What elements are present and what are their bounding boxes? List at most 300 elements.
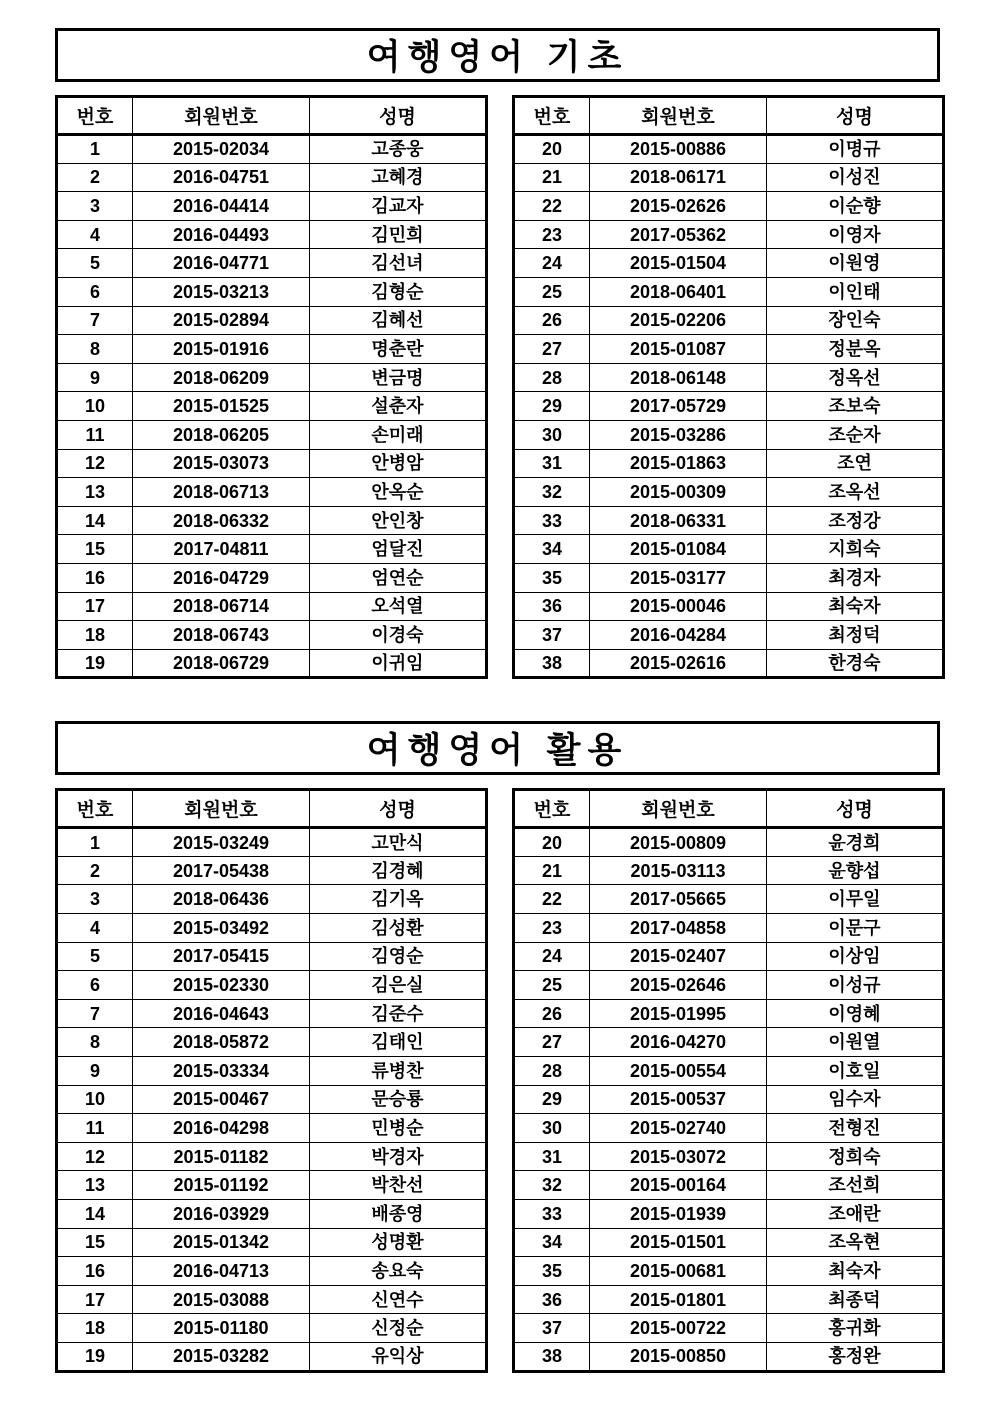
table-row <box>514 828 944 857</box>
column-header-name: 성명 <box>310 97 487 135</box>
name-cell: 임수자 <box>767 1085 944 1114</box>
name-cell: 신연수 <box>310 1285 487 1314</box>
name-cell: 조옥선 <box>767 478 944 507</box>
row-number-cell: 5 <box>57 942 133 971</box>
name-cell: 김영순 <box>310 942 487 971</box>
table-row <box>514 1057 944 1086</box>
row-number-cell: 20 <box>514 135 590 164</box>
name-cell: 조정강 <box>767 506 944 535</box>
name-cell: 민병순 <box>310 1114 487 1143</box>
row-number-cell: 32 <box>514 478 590 507</box>
table-row <box>57 335 487 364</box>
member-id-cell: 2015-01939 <box>590 1200 767 1229</box>
column-header-name: 성명 <box>767 790 944 828</box>
column-header-name: 성명 <box>310 790 487 828</box>
member-id-cell: 2015-01342 <box>133 1228 310 1257</box>
name-cell: 최종덕 <box>767 1285 944 1314</box>
name-cell: 이명규 <box>767 135 944 164</box>
member-id-cell: 2018-06209 <box>133 363 310 392</box>
row-number-cell: 29 <box>514 392 590 421</box>
name-cell: 안인창 <box>310 506 487 535</box>
row-number-cell: 27 <box>514 1028 590 1057</box>
table-row <box>514 449 944 478</box>
row-number-cell: 1 <box>57 828 133 857</box>
row-number-cell: 15 <box>57 1228 133 1257</box>
name-cell: 김선녀 <box>310 249 487 278</box>
header-row <box>57 790 487 828</box>
name-cell: 김혜선 <box>310 306 487 335</box>
table-row <box>57 363 487 392</box>
header-row <box>514 97 944 135</box>
member-id-cell: 2016-04729 <box>133 563 310 592</box>
table-row <box>514 363 944 392</box>
roster-table-right <box>512 788 945 1372</box>
member-id-cell: 2015-01087 <box>590 335 767 364</box>
name-cell: 엄달진 <box>310 535 487 564</box>
member-id-cell: 2018-06713 <box>133 478 310 507</box>
row-number-cell: 34 <box>514 535 590 564</box>
member-id-cell: 2015-03492 <box>133 914 310 943</box>
member-id-cell: 2015-02330 <box>133 971 310 1000</box>
row-number-cell: 17 <box>57 592 133 621</box>
table-row <box>57 506 487 535</box>
row-number-cell: 10 <box>57 392 133 421</box>
table-row <box>514 163 944 192</box>
member-id-cell: 2015-00309 <box>590 478 767 507</box>
name-cell: 윤경희 <box>767 828 944 857</box>
table-row <box>514 220 944 249</box>
name-cell: 김은실 <box>310 971 487 1000</box>
row-number-cell: 11 <box>57 420 133 449</box>
table-row <box>57 621 487 650</box>
row-number-cell: 13 <box>57 1171 133 1200</box>
member-id-cell: 2016-04643 <box>133 999 310 1028</box>
name-cell: 오석열 <box>310 592 487 621</box>
header-row <box>57 97 487 135</box>
table-row <box>514 914 944 943</box>
row-number-cell: 35 <box>514 1257 590 1286</box>
table-row <box>514 249 944 278</box>
name-cell: 송요숙 <box>310 1257 487 1286</box>
row-number-cell: 10 <box>57 1085 133 1114</box>
name-cell: 문승룡 <box>310 1085 487 1114</box>
member-id-cell: 2016-04414 <box>133 192 310 221</box>
name-cell: 이영자 <box>767 220 944 249</box>
member-id-cell: 2015-03088 <box>133 1285 310 1314</box>
table-row <box>57 1028 487 1057</box>
row-number-cell: 22 <box>514 885 590 914</box>
name-cell: 배종영 <box>310 1200 487 1229</box>
section-advanced <box>55 721 940 1372</box>
table-row <box>514 999 944 1028</box>
member-id-cell: 2015-03073 <box>133 449 310 478</box>
member-id-cell: 2016-04270 <box>590 1028 767 1057</box>
row-number-cell: 26 <box>514 306 590 335</box>
name-cell: 이영혜 <box>767 999 944 1028</box>
member-id-cell: 2017-05438 <box>133 856 310 885</box>
table-row <box>57 856 487 885</box>
table-row <box>57 1257 487 1286</box>
member-id-cell: 2017-05362 <box>590 220 767 249</box>
table-row <box>514 971 944 1000</box>
member-id-cell: 2016-04284 <box>590 621 767 650</box>
roster-tables <box>55 95 940 679</box>
table-row <box>514 478 944 507</box>
name-cell: 정희숙 <box>767 1142 944 1171</box>
member-id-cell: 2015-01801 <box>590 1285 767 1314</box>
name-cell: 김준수 <box>310 999 487 1028</box>
name-cell: 정분옥 <box>767 335 944 364</box>
name-cell: 손미래 <box>310 420 487 449</box>
name-cell: 이상임 <box>767 942 944 971</box>
name-cell: 이경숙 <box>310 621 487 650</box>
name-cell: 장인숙 <box>767 306 944 335</box>
member-id-cell: 2018-06331 <box>590 506 767 535</box>
section-title: 여행영어 기초 <box>55 28 940 82</box>
row-number-cell: 30 <box>514 420 590 449</box>
row-number-cell: 32 <box>514 1171 590 1200</box>
row-number-cell: 3 <box>57 885 133 914</box>
row-number-cell: 36 <box>514 592 590 621</box>
table-row <box>514 1285 944 1314</box>
table-row <box>514 306 944 335</box>
table-row <box>57 914 487 943</box>
row-number-cell: 9 <box>57 363 133 392</box>
member-id-cell: 2016-03929 <box>133 1200 310 1229</box>
column-header-number: 번호 <box>514 97 590 135</box>
member-id-cell: 2015-00886 <box>590 135 767 164</box>
table-row <box>57 1085 487 1114</box>
name-cell: 이문구 <box>767 914 944 943</box>
name-cell: 조연 <box>767 449 944 478</box>
table-row <box>57 649 487 678</box>
name-cell: 최숙자 <box>767 592 944 621</box>
table-row <box>514 885 944 914</box>
column-header-name: 성명 <box>767 97 944 135</box>
table-row <box>57 1142 487 1171</box>
column-header-number: 번호 <box>514 790 590 828</box>
table-row <box>514 1028 944 1057</box>
row-number-cell: 18 <box>57 1314 133 1343</box>
row-number-cell: 31 <box>514 449 590 478</box>
name-cell: 지희숙 <box>767 535 944 564</box>
name-cell: 이성규 <box>767 971 944 1000</box>
name-cell: 류병찬 <box>310 1057 487 1086</box>
name-cell: 성명환 <box>310 1228 487 1257</box>
table-row <box>57 971 487 1000</box>
name-cell: 이무일 <box>767 885 944 914</box>
row-number-cell: 17 <box>57 1285 133 1314</box>
name-cell: 이호일 <box>767 1057 944 1086</box>
table-row <box>57 999 487 1028</box>
table-row <box>57 306 487 335</box>
row-number-cell: 16 <box>57 1257 133 1286</box>
name-cell: 홍정완 <box>767 1342 944 1371</box>
table-row <box>57 249 487 278</box>
name-cell: 최숙자 <box>767 1257 944 1286</box>
table-row <box>57 192 487 221</box>
row-number-cell: 6 <box>57 277 133 306</box>
row-number-cell: 21 <box>514 163 590 192</box>
member-id-cell: 2018-06148 <box>590 363 767 392</box>
member-id-cell: 2017-04811 <box>133 535 310 564</box>
member-id-cell: 2016-04771 <box>133 249 310 278</box>
section-basic <box>55 28 940 679</box>
row-number-cell: 30 <box>514 1114 590 1143</box>
name-cell: 설춘자 <box>310 392 487 421</box>
table-row <box>514 392 944 421</box>
table-row <box>514 506 944 535</box>
table-row <box>57 563 487 592</box>
name-cell: 조보숙 <box>767 392 944 421</box>
member-id-cell: 2015-03113 <box>590 856 767 885</box>
row-number-cell: 4 <box>57 220 133 249</box>
member-id-cell: 2015-00850 <box>590 1342 767 1371</box>
name-cell: 조순자 <box>767 420 944 449</box>
name-cell: 김성환 <box>310 914 487 943</box>
row-number-cell: 15 <box>57 535 133 564</box>
member-id-cell: 2015-00046 <box>590 592 767 621</box>
row-number-cell: 35 <box>514 563 590 592</box>
row-number-cell: 3 <box>57 192 133 221</box>
table-row <box>514 649 944 678</box>
row-number-cell: 25 <box>514 277 590 306</box>
name-cell: 이성진 <box>767 163 944 192</box>
table-row <box>514 535 944 564</box>
member-id-cell: 2015-02894 <box>133 306 310 335</box>
table-row <box>514 135 944 164</box>
name-cell: 고혜경 <box>310 163 487 192</box>
member-id-cell: 2015-03334 <box>133 1057 310 1086</box>
row-number-cell: 18 <box>57 621 133 650</box>
column-header-number: 번호 <box>57 97 133 135</box>
name-cell: 고만식 <box>310 828 487 857</box>
row-number-cell: 14 <box>57 1200 133 1229</box>
column-header-member-id: 회원번호 <box>133 97 310 135</box>
name-cell: 이인태 <box>767 277 944 306</box>
member-id-cell: 2018-06401 <box>590 277 767 306</box>
row-number-cell: 5 <box>57 249 133 278</box>
column-header-member-id: 회원번호 <box>590 790 767 828</box>
member-id-cell: 2015-01863 <box>590 449 767 478</box>
row-number-cell: 33 <box>514 506 590 535</box>
member-id-cell: 2015-02206 <box>590 306 767 335</box>
member-id-cell: 2017-05729 <box>590 392 767 421</box>
member-id-cell: 2018-06332 <box>133 506 310 535</box>
row-number-cell: 20 <box>514 828 590 857</box>
member-id-cell: 2016-04298 <box>133 1114 310 1143</box>
name-cell: 최경자 <box>767 563 944 592</box>
member-id-cell: 2015-01180 <box>133 1314 310 1343</box>
name-cell: 신정순 <box>310 1314 487 1343</box>
table-row <box>514 1085 944 1114</box>
table-row <box>57 420 487 449</box>
member-id-cell: 2015-01501 <box>590 1228 767 1257</box>
member-id-cell: 2015-00537 <box>590 1085 767 1114</box>
table-row <box>514 1142 944 1171</box>
member-id-cell: 2015-01525 <box>133 392 310 421</box>
name-cell: 박찬선 <box>310 1171 487 1200</box>
column-header-member-id: 회원번호 <box>133 790 310 828</box>
table-row <box>514 1200 944 1229</box>
row-number-cell: 37 <box>514 621 590 650</box>
table-row <box>57 392 487 421</box>
row-number-cell: 24 <box>514 942 590 971</box>
member-id-cell: 2015-02646 <box>590 971 767 1000</box>
table-row <box>57 1285 487 1314</box>
member-id-cell: 2018-06743 <box>133 621 310 650</box>
table-row <box>57 885 487 914</box>
row-number-cell: 38 <box>514 1342 590 1371</box>
member-id-cell: 2015-03072 <box>590 1142 767 1171</box>
row-number-cell: 26 <box>514 999 590 1028</box>
member-id-cell: 2015-02407 <box>590 942 767 971</box>
table-row <box>57 478 487 507</box>
table-row <box>57 1200 487 1229</box>
roster-table-left <box>55 95 488 679</box>
table-row <box>57 592 487 621</box>
section-title: 여행영어 활용 <box>55 721 940 775</box>
member-id-cell: 2015-02034 <box>133 135 310 164</box>
table-row <box>514 856 944 885</box>
name-cell: 변금명 <box>310 363 487 392</box>
row-number-cell: 6 <box>57 971 133 1000</box>
row-number-cell: 4 <box>57 914 133 943</box>
row-number-cell: 25 <box>514 971 590 1000</box>
table-row <box>57 535 487 564</box>
name-cell: 김태인 <box>310 1028 487 1057</box>
member-id-cell: 2018-06171 <box>590 163 767 192</box>
table-row <box>514 192 944 221</box>
table-row <box>57 1171 487 1200</box>
table-row <box>514 277 944 306</box>
table-row <box>514 1114 944 1143</box>
member-id-cell: 2015-00809 <box>590 828 767 857</box>
member-id-cell: 2015-03213 <box>133 277 310 306</box>
table-row <box>57 1228 487 1257</box>
name-cell: 조옥현 <box>767 1228 944 1257</box>
column-header-member-id: 회원번호 <box>590 97 767 135</box>
member-id-cell: 2015-01995 <box>590 999 767 1028</box>
table-row <box>57 220 487 249</box>
member-id-cell: 2015-02616 <box>590 649 767 678</box>
row-number-cell: 28 <box>514 1057 590 1086</box>
row-number-cell: 7 <box>57 999 133 1028</box>
name-cell: 이귀임 <box>310 649 487 678</box>
table-row <box>57 449 487 478</box>
row-number-cell: 28 <box>514 363 590 392</box>
row-number-cell: 12 <box>57 449 133 478</box>
row-number-cell: 23 <box>514 914 590 943</box>
member-id-cell: 2015-00681 <box>590 1257 767 1286</box>
name-cell: 이원열 <box>767 1028 944 1057</box>
member-id-cell: 2015-00164 <box>590 1171 767 1200</box>
member-id-cell: 2018-06205 <box>133 420 310 449</box>
row-number-cell: 31 <box>514 1142 590 1171</box>
table-row <box>514 420 944 449</box>
member-id-cell: 2015-00554 <box>590 1057 767 1086</box>
member-id-cell: 2015-01084 <box>590 535 767 564</box>
name-cell: 한경숙 <box>767 649 944 678</box>
member-id-cell: 2018-06714 <box>133 592 310 621</box>
row-number-cell: 12 <box>57 1142 133 1171</box>
name-cell: 홍귀화 <box>767 1314 944 1343</box>
row-number-cell: 16 <box>57 563 133 592</box>
row-number-cell: 27 <box>514 335 590 364</box>
roster-table-left <box>55 788 488 1372</box>
row-number-cell: 9 <box>57 1057 133 1086</box>
member-id-cell: 2015-00467 <box>133 1085 310 1114</box>
member-id-cell: 2018-06729 <box>133 649 310 678</box>
table-row <box>514 621 944 650</box>
table-row <box>57 277 487 306</box>
name-cell: 전형진 <box>767 1114 944 1143</box>
row-number-cell: 14 <box>57 506 133 535</box>
member-id-cell: 2015-01916 <box>133 335 310 364</box>
row-number-cell: 2 <box>57 856 133 885</box>
row-number-cell: 1 <box>57 135 133 164</box>
member-id-cell: 2017-05665 <box>590 885 767 914</box>
name-cell: 안병암 <box>310 449 487 478</box>
table-row <box>514 1228 944 1257</box>
name-cell: 명춘란 <box>310 335 487 364</box>
name-cell: 김교자 <box>310 192 487 221</box>
member-id-cell: 2015-02740 <box>590 1114 767 1143</box>
header-row <box>514 790 944 828</box>
name-cell: 유익상 <box>310 1342 487 1371</box>
table-row <box>57 1057 487 1086</box>
name-cell: 윤향섭 <box>767 856 944 885</box>
row-number-cell: 19 <box>57 1342 133 1371</box>
row-number-cell: 7 <box>57 306 133 335</box>
table-row <box>57 163 487 192</box>
member-id-cell: 2016-04493 <box>133 220 310 249</box>
column-header-number: 번호 <box>57 790 133 828</box>
row-number-cell: 38 <box>514 649 590 678</box>
member-id-cell: 2017-05415 <box>133 942 310 971</box>
member-id-cell: 2015-03177 <box>590 563 767 592</box>
member-id-cell: 2015-01192 <box>133 1171 310 1200</box>
name-cell: 최정덕 <box>767 621 944 650</box>
member-id-cell: 2015-03249 <box>133 828 310 857</box>
member-id-cell: 2018-06436 <box>133 885 310 914</box>
member-id-cell: 2017-04858 <box>590 914 767 943</box>
table-row <box>514 1314 944 1343</box>
row-number-cell: 2 <box>57 163 133 192</box>
table-row <box>57 135 487 164</box>
name-cell: 고종웅 <box>310 135 487 164</box>
name-cell: 김경혜 <box>310 856 487 885</box>
name-cell: 이원영 <box>767 249 944 278</box>
table-row <box>57 828 487 857</box>
member-id-cell: 2015-01504 <box>590 249 767 278</box>
row-number-cell: 11 <box>57 1114 133 1143</box>
name-cell: 김형순 <box>310 277 487 306</box>
row-number-cell: 36 <box>514 1285 590 1314</box>
table-row <box>514 563 944 592</box>
table-row <box>57 1314 487 1343</box>
member-id-cell: 2016-04751 <box>133 163 310 192</box>
name-cell: 이순향 <box>767 192 944 221</box>
row-number-cell: 24 <box>514 249 590 278</box>
row-number-cell: 23 <box>514 220 590 249</box>
row-number-cell: 8 <box>57 335 133 364</box>
row-number-cell: 22 <box>514 192 590 221</box>
row-number-cell: 8 <box>57 1028 133 1057</box>
row-number-cell: 13 <box>57 478 133 507</box>
member-id-cell: 2015-01182 <box>133 1142 310 1171</box>
table-row <box>514 1257 944 1286</box>
